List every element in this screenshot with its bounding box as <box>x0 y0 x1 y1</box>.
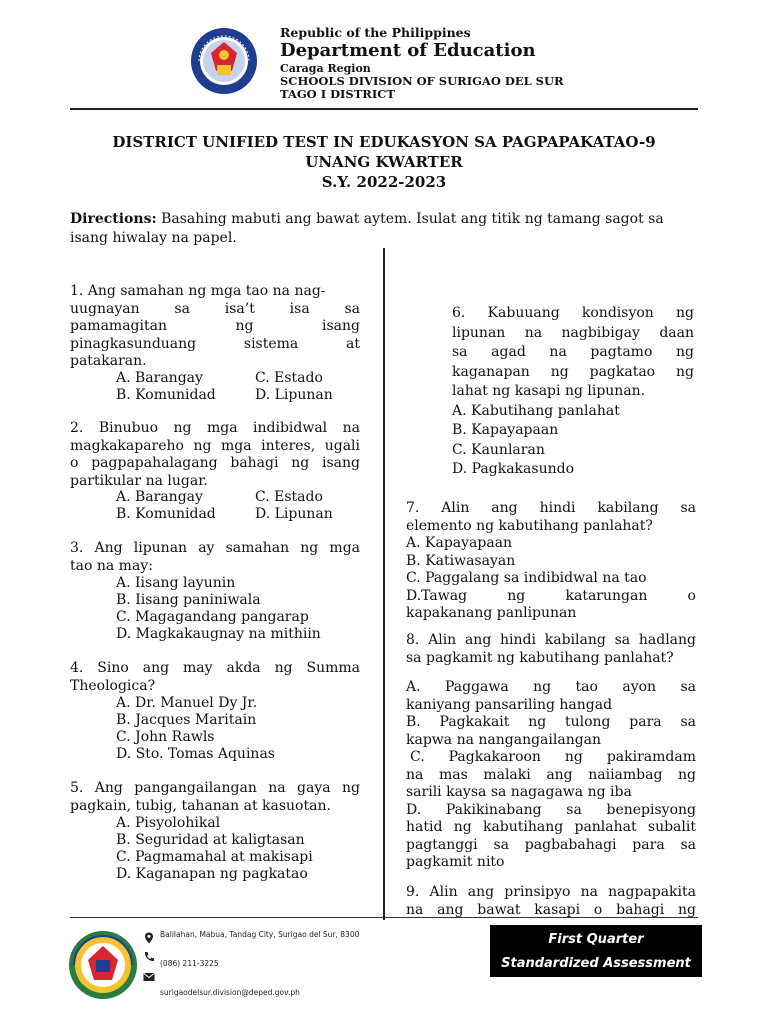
q4-option-d: D. Sto. Tomas Aquinas <box>116 746 275 762</box>
q2-option-c: C. Estado <box>255 489 323 505</box>
q3-option-d: D. Magkakaugnay na mithiin <box>116 626 321 642</box>
q8-option-c-cont: na mas malaki ang naiiambag ng <box>406 766 696 783</box>
q5-option-b: B. Seguridad at kaligtasan <box>116 832 305 848</box>
q7-option-c: C. Paggalang sa indibidwal na tao <box>406 570 647 586</box>
q7-option-d-cont: kapakanang panlipunan <box>406 605 577 621</box>
question-1 <box>70 283 360 371</box>
q8-option-b-cont: kapwa na nangangailangan <box>406 731 602 748</box>
header-department: Department of Education <box>280 40 536 61</box>
question-7-line: 7. Alin ang hindi kabilang sa <box>406 500 696 516</box>
q8-option-c: C. Pagkakaroon ng pakiramdam <box>410 749 696 765</box>
question-1-line: 1. Ang samahan ng mga tao na nag- <box>70 283 326 299</box>
q5-option-c: C. Pagmamahal at makisapi <box>116 849 313 865</box>
question-2-line: o pagpapahalagang bahagi ng isang <box>70 455 360 471</box>
q8-option-b: B. Pagkakait ng tulong para sa <box>406 714 696 730</box>
question-7-line: elemento ng kabutihang panlahat? <box>406 517 653 534</box>
q8-option-a: A. Paggawa ng tao ayon sa <box>406 679 696 695</box>
question-8-line: sa pagkamit ng kabutihang panlahat? <box>406 649 674 666</box>
q7-option-d: D.Tawag ng katarungan o <box>406 587 696 604</box>
q1-option-c: C. Estado <box>255 370 323 386</box>
q4-option-c: C. John Rawls <box>116 729 215 745</box>
q2-option-d: D. Lipunan <box>255 506 333 522</box>
q7-option-b: B. Katiwasayan <box>406 552 516 569</box>
question-6-line: 6. Kabuuang kondisyon ng <box>452 305 694 321</box>
q6-option-a: A. Kabutihang panlahat <box>452 402 620 419</box>
question-1-line: pinagkasunduang sistema at <box>70 335 360 352</box>
question-4 <box>70 660 360 695</box>
footer-phone: (086) 211-3225 <box>160 959 219 968</box>
test-title: DISTRICT UNIFIED TEST IN EDUKASYON SA PAGPAPAKATAO-9 <box>112 133 656 151</box>
question-5-line: 5. Ang pangangailangan na gaya ng <box>70 780 360 796</box>
question-2 <box>70 420 360 490</box>
q8-option-d-cont: pagkamit nito <box>406 854 505 870</box>
q5-option-a: A. Pisyolohikal <box>116 815 221 831</box>
question-1-line: patakaran. <box>70 353 147 369</box>
question-3-line: 3. Ang lipunan ay samahan ng mga <box>70 540 360 556</box>
question-3 <box>70 540 360 575</box>
question-6-line: lipunan na nagbibigay daan <box>452 324 694 341</box>
question-6-line: sa agad na pagtamo ng <box>452 344 694 360</box>
q6-option-b: B. Kapayapaan <box>452 422 559 438</box>
footer-email: surigaodelsur.division@deped.gov.ph <box>160 988 300 997</box>
question-1-line: pamamagitan ng isang <box>70 318 360 334</box>
column-divider <box>383 248 385 920</box>
q8-option-d-cont: hatid ng kabutihang panlahat subalit <box>406 819 696 835</box>
phone-icon <box>143 948 155 960</box>
question-4-line: Theologica? <box>70 677 156 694</box>
question-9 <box>406 884 696 919</box>
q1-option-b: B. Komunidad <box>116 387 216 403</box>
question-3-line: tao na may: <box>70 557 153 574</box>
header-divider <box>70 108 698 110</box>
question-7 <box>406 500 696 623</box>
q3-option-a: A. Iisang layunin <box>116 575 236 591</box>
q8-options <box>406 679 696 872</box>
directions <box>70 210 700 248</box>
question-5-line: pagkain, tubig, tahanan at kasuotan. <box>70 797 331 814</box>
q3-option-c: C. Magagandang pangarap <box>116 609 309 625</box>
question-2-line: partikular na lugar. <box>70 472 208 489</box>
q8-option-a-cont: kaniyang pansariling hangad <box>406 696 613 713</box>
header-republic: Republic of the Philippines <box>280 25 471 40</box>
assessment-badge-line: Standardized Assessment <box>501 956 691 971</box>
q8-option-c-cont: sarili kaysa sa nagagawa ng iba <box>406 784 632 800</box>
question-8 <box>406 632 696 667</box>
question-2-line: magkakapareho ng mga interes, ugali <box>70 437 360 454</box>
question-9-line: 9. Alin ang prinsipyo na nagpapakita <box>406 884 696 900</box>
q3-option-b: B. Iisang paniniwala <box>116 592 261 608</box>
test-quarter: UNANG KWARTER <box>305 153 463 171</box>
q6-option-c: C. Kaunlaran <box>452 441 545 458</box>
q8-option-d: D. Pakikinabang sa benepisyong <box>406 801 696 818</box>
division-logo-icon <box>68 930 138 1000</box>
question-6-line: lahat ng kasapi ng lipunan. <box>452 383 646 399</box>
q4-option-b: B. Jacques Maritain <box>116 712 257 728</box>
footer-divider <box>70 917 698 918</box>
directions-text: Basahing mabuti ang bawat aytem. Isulat ang titik ng tamang sagot sa isang hiwalay na papel. <box>70 211 664 246</box>
q4-option-a: A. Dr. Manuel Dy Jr. <box>116 695 258 711</box>
footer-address: Balilahan, Mabua, Tandag City, Surigao del Sur, 8300 <box>160 930 360 939</box>
header-division: SCHOOLS DIVISION OF SURIGAO DEL SUR <box>280 74 564 88</box>
email-icon <box>143 968 155 980</box>
question-1-line: uugnayan sa isa’t isa sa <box>70 300 360 317</box>
question-8-line: 8. Alin ang hindi kabilang sa hadlang <box>406 632 696 648</box>
q6-option-d: D. Pagkakasundo <box>452 461 574 477</box>
assessment-badge <box>490 925 702 977</box>
q1-option-a: A. Barangay <box>116 370 203 386</box>
header-district: TAGO I DISTRICT <box>280 87 395 101</box>
question-6-line: kaganapan ng pagkatao ng <box>452 363 694 380</box>
question-5 <box>70 780 360 815</box>
q2-option-a: A. Barangay <box>116 489 203 505</box>
assessment-badge-line: First Quarter <box>548 932 644 947</box>
directions-label: Directions: <box>70 211 157 227</box>
q5-option-d: D. Kaganapan ng pagkatao <box>116 866 308 882</box>
q7-option-a: A. Kapayapaan <box>406 535 513 551</box>
question-6 <box>452 304 694 480</box>
question-4-line: 4. Sino ang may akda ng Summa <box>70 660 360 676</box>
question-9-line: na ang bawat kasapi o bahagi ng <box>406 901 696 918</box>
deped-seal-icon <box>190 27 258 95</box>
header-region: Caraga Region <box>280 62 371 75</box>
q2-option-b: B. Komunidad <box>116 506 216 522</box>
school-year: S.Y. 2022-2023 <box>321 173 447 191</box>
question-2-line: 2. Binubuo ng mga indibidwal na <box>70 420 360 436</box>
q8-option-d-cont: pagtanggi sa pagbabahagi para sa <box>406 836 696 853</box>
location-pin-icon <box>143 929 155 941</box>
q1-option-d: D. Lipunan <box>255 387 333 403</box>
